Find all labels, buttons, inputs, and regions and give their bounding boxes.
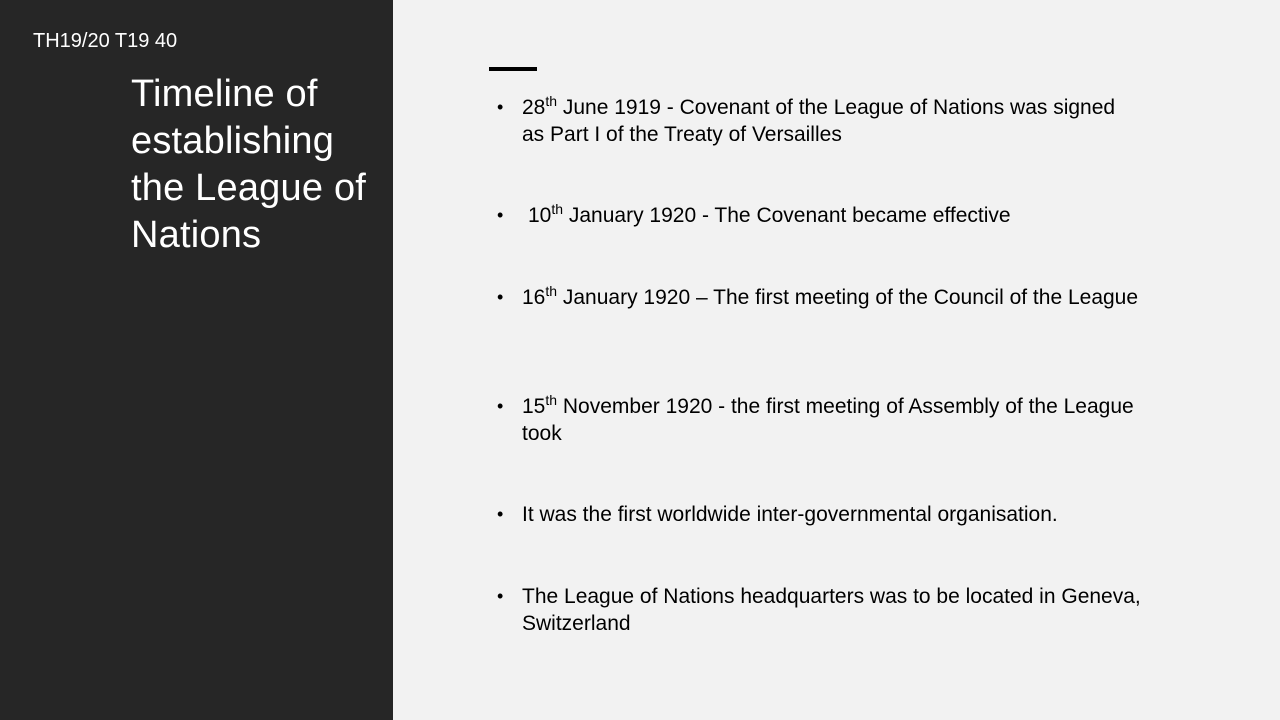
bullet-text: January 1920 - The Covenant became effective [563, 204, 1011, 227]
bullet-text: January 1920 – The first meeting of the Council of the League [557, 286, 1139, 309]
bullet-item [522, 583, 1142, 637]
bullet-date-number: 10 [528, 204, 552, 227]
bullet-date-suffix: th [545, 93, 558, 109]
sidebar-panel [0, 0, 393, 720]
accent-bar [489, 67, 537, 71]
slide-code: TH19/20 T19 40 [33, 30, 178, 52]
bullet-text: It was the first worldwide inter-governmental organisation. [522, 503, 1058, 526]
bullet-date-suffix: th [545, 392, 558, 408]
bullet-item [522, 501, 1142, 528]
bullet-date-suffix: th [545, 283, 558, 299]
slide-title: Timeline of establishing the League of Nations [131, 73, 367, 256]
bullet-date-number: 15 [522, 395, 546, 418]
bullet-item [522, 284, 1142, 311]
bullet-item [522, 202, 1142, 229]
bullet-item [522, 94, 1142, 148]
bullet-text: June 1919 - Covenant of the League of Nations was signed as Part I of the Treaty of Versailles [522, 96, 1116, 146]
bullet-date-number: 28 [522, 96, 546, 119]
bullet-text: The League of Nations headquarters was to be located in Geneva, Switzerland [522, 585, 1141, 635]
bullet-date-suffix: th [551, 201, 564, 217]
bullet-text: November 1920 - the first meeting of Assembly of the League took [522, 395, 1134, 445]
bullet-date-number: 16 [522, 286, 546, 309]
bullet-item [522, 393, 1142, 447]
